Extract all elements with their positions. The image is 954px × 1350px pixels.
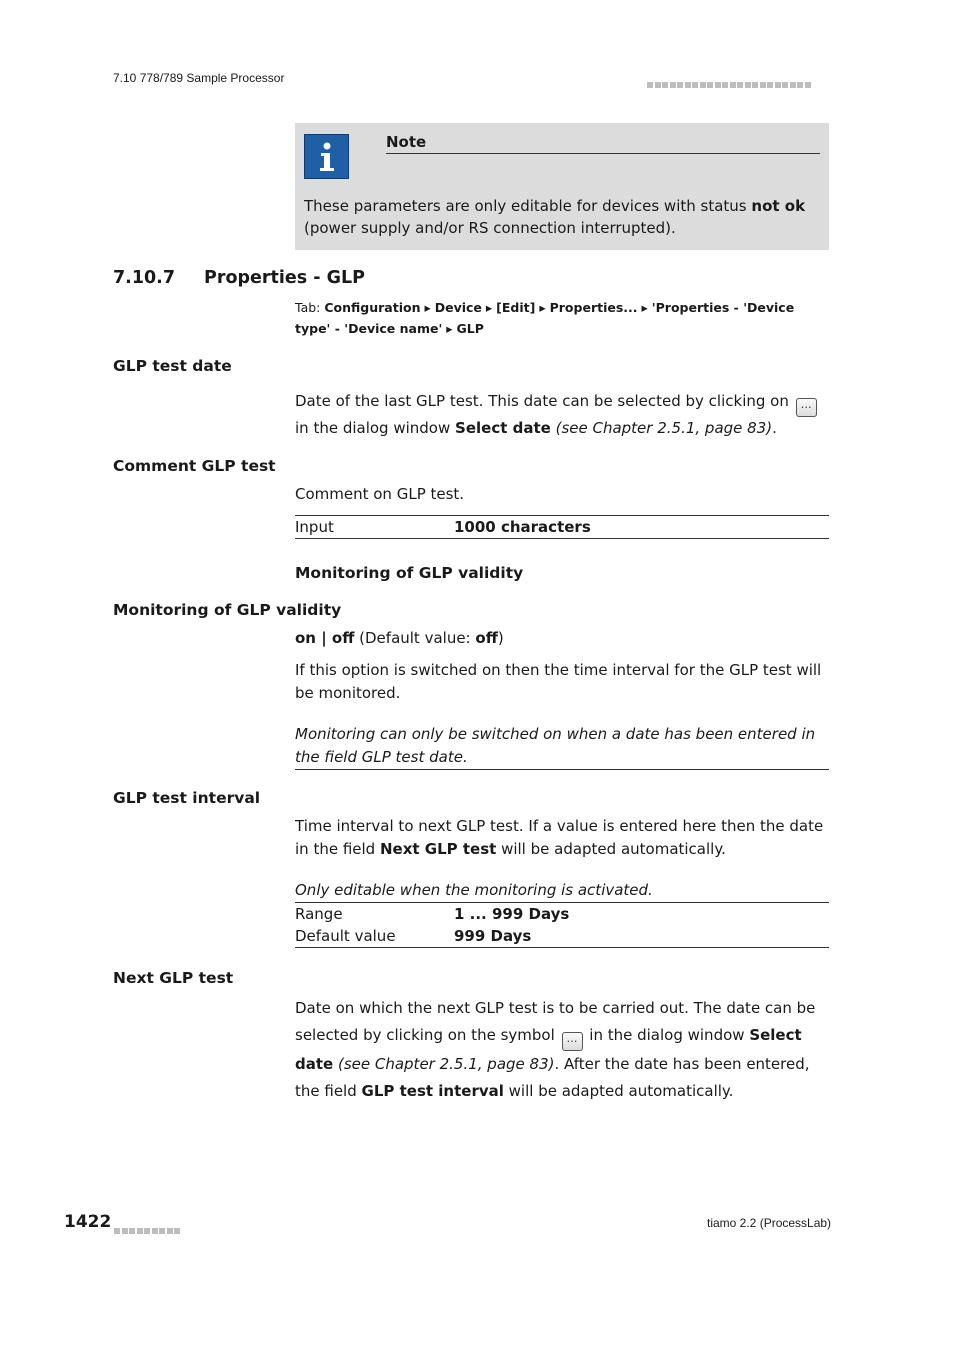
ellipsis-button-icon: … xyxy=(796,398,817,417)
monitoring-note: Monitoring can only be switched on when a date has been entered in the field GLP test date. xyxy=(295,725,816,766)
glp-test-date-description: Date of the last GLP test. This date can be selected by clicking on … in the dialog window Select date (see Chapter 2.5.1, page 83). xyxy=(295,390,829,440)
note-title: Note xyxy=(386,133,820,154)
interval-description: Time interval to next GLP test. If a value is entered here then the date in the field Next GLP test will be adapted automatically. xyxy=(295,817,824,858)
dot xyxy=(670,82,676,88)
dot xyxy=(715,82,721,88)
param-comment-glp-test: Comment GLP test xyxy=(113,457,276,475)
running-header: 7.10 778/789 Sample Processor xyxy=(113,71,285,85)
dot xyxy=(692,82,698,88)
section-number: 7.10.7 xyxy=(113,268,176,288)
dot xyxy=(655,82,661,88)
interval-note: Only editable when the monitoring is activated. xyxy=(295,881,653,899)
dot xyxy=(782,82,788,88)
comment-description: Comment on GLP test. xyxy=(295,485,465,503)
dot xyxy=(797,82,803,88)
dot xyxy=(805,82,811,88)
dot xyxy=(685,82,691,88)
dot xyxy=(647,82,653,88)
section-heading: Properties - GLP xyxy=(204,268,365,288)
section-title xyxy=(113,268,365,288)
tab-path: Tab: Configuration ▸ Device ▸ [Edit] ▸ Properties... ▸ 'Properties - 'Device type' - 'Device name' ▸ GLP xyxy=(295,300,795,336)
param-glp-test-interval: GLP test interval xyxy=(113,789,261,807)
dot xyxy=(137,1228,143,1234)
next-description: Date on which the next GLP test is to be carried out. The date can be selected by clicking on the symbol … in the dialog window Select date (see Chapter 2.5.1, page 83). After the date has been entered, the field GLP test interval will be adapted automatically. xyxy=(295,999,816,1100)
dot xyxy=(700,82,706,88)
table-row: Default value 999 Days xyxy=(295,927,532,945)
table-row: Range 1 ... 999 Days xyxy=(295,905,570,923)
dot xyxy=(760,82,766,88)
divider xyxy=(295,769,829,770)
running-footer: tiamo 2.2 (ProcessLab) xyxy=(707,1216,832,1230)
dot xyxy=(159,1228,165,1234)
dot xyxy=(129,1228,135,1234)
dot xyxy=(152,1228,158,1234)
dot xyxy=(767,82,773,88)
footer-dots xyxy=(114,1220,182,1239)
interval-table xyxy=(295,902,829,948)
dot xyxy=(745,82,751,88)
comment-table xyxy=(295,515,829,539)
dot xyxy=(167,1228,173,1234)
param-glp-test-date: GLP test date xyxy=(113,357,232,375)
dot xyxy=(790,82,796,88)
note-box xyxy=(295,123,829,250)
monitoring-description: If this option is switched on then the time interval for the GLP test will be monitored. xyxy=(295,661,822,702)
dot xyxy=(114,1228,120,1234)
param-monitoring: Monitoring of GLP validity xyxy=(113,601,342,619)
table-row: Input 1000 characters xyxy=(295,518,591,536)
header-dots xyxy=(647,74,812,93)
info-icon xyxy=(304,134,349,179)
dot xyxy=(775,82,781,88)
dot xyxy=(730,82,736,88)
dot xyxy=(144,1228,150,1234)
dot xyxy=(677,82,683,88)
monitoring-values: on | off (Default value: off) xyxy=(295,629,504,647)
dot xyxy=(122,1228,128,1234)
param-next-glp-test: Next GLP test xyxy=(113,969,234,987)
dot xyxy=(722,82,728,88)
note-text: These parameters are only editable for devices with status not ok (power supply and/or RS connection interrupted). xyxy=(304,197,806,237)
dot xyxy=(737,82,743,88)
dot xyxy=(174,1228,180,1234)
ellipsis-button-icon: … xyxy=(562,1032,583,1051)
dot xyxy=(662,82,668,88)
dot xyxy=(752,82,758,88)
dot xyxy=(707,82,713,88)
subsection-heading: Monitoring of GLP validity xyxy=(295,564,524,582)
page-number: 1422 xyxy=(64,1212,112,1232)
